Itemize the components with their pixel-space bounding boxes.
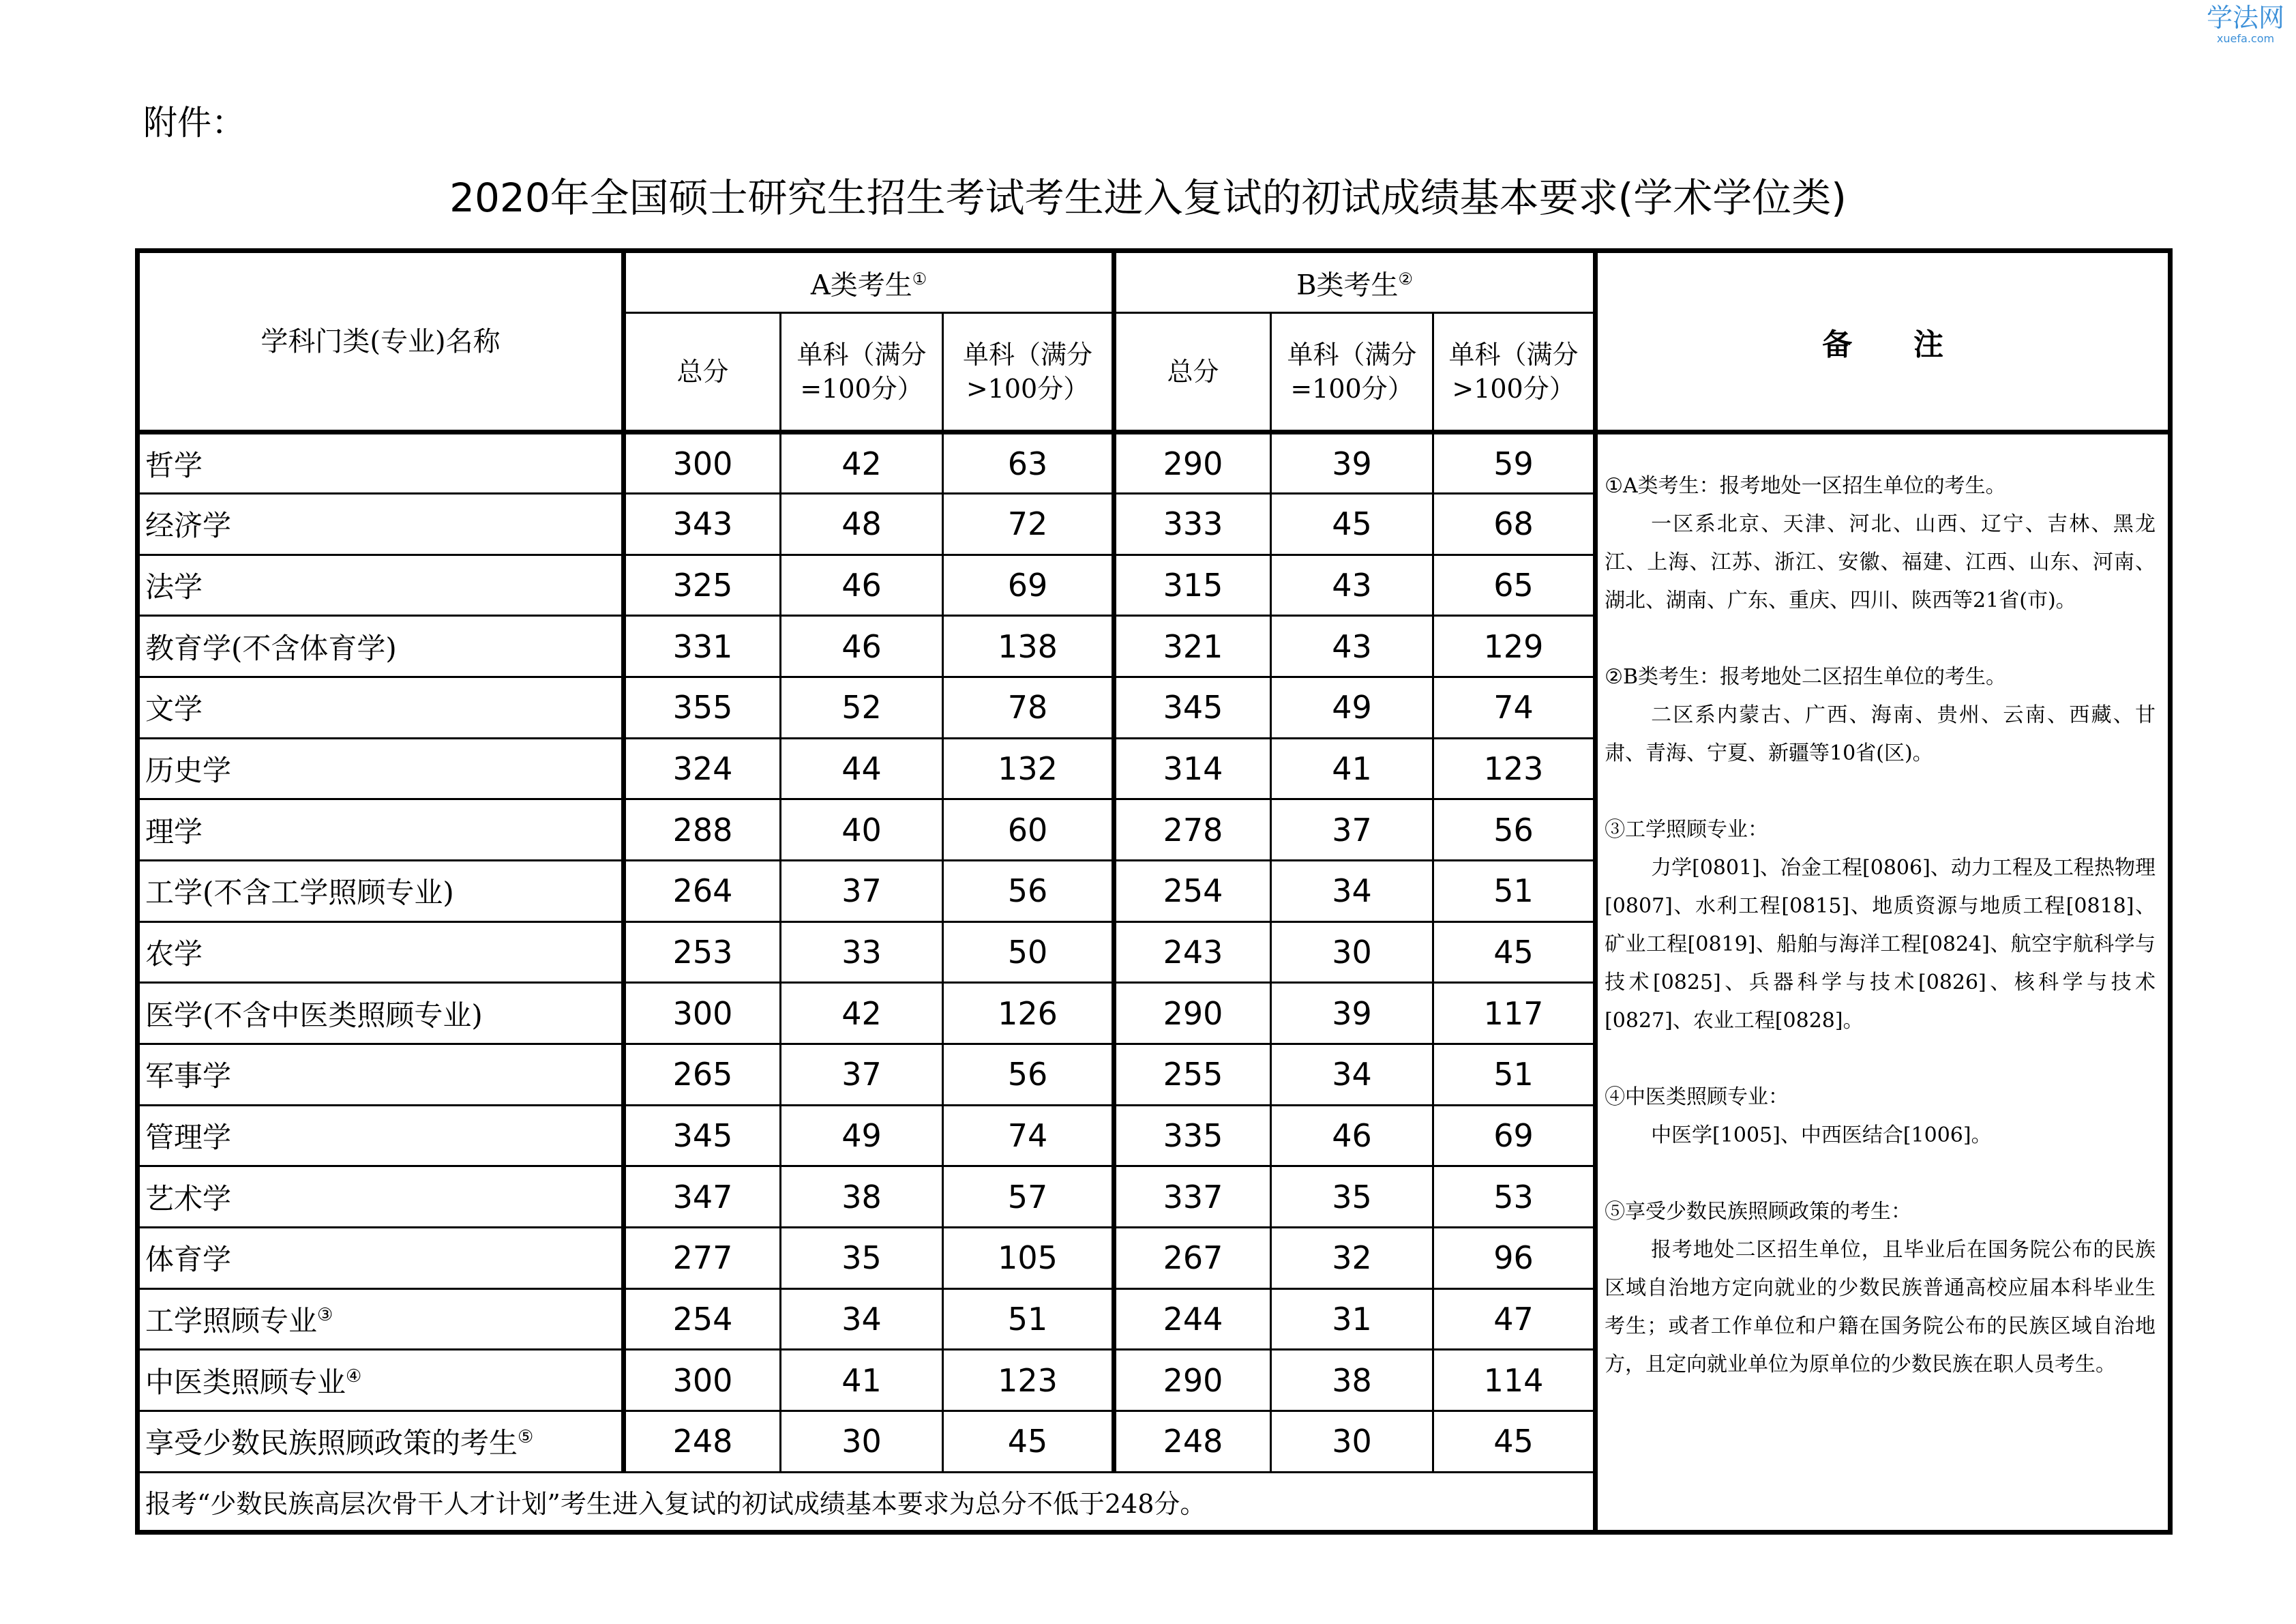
score-cell-b-total: 244 — [1114, 1288, 1271, 1350]
score-cell-a-single-100: 44 — [781, 738, 943, 799]
score-cell-a-single-100: 42 — [781, 983, 943, 1044]
score-cell-a-single-100: 33 — [781, 921, 943, 983]
subject-name: 体育学 — [145, 1243, 232, 1277]
subject-name: 理学 — [145, 814, 203, 848]
score-cell-b-single-gt100: 117 — [1433, 983, 1596, 1044]
score-cell-a-total: 300 — [624, 983, 781, 1044]
group-a-header — [624, 251, 1114, 313]
score-cell-a-single-100: 48 — [781, 493, 943, 555]
score-cell-a-single-100: 42 — [781, 432, 943, 494]
score-cell-b-single-gt100: 129 — [1433, 616, 1596, 677]
subject-name-cell — [138, 921, 624, 983]
score-cell-b-single-gt100: 59 — [1433, 432, 1596, 494]
subject-name-cell — [138, 1166, 624, 1228]
score-cell-b-total: 243 — [1114, 921, 1271, 983]
score-cell-b-total: 248 — [1114, 1411, 1271, 1473]
score-cell-a-single-gt100: 60 — [943, 799, 1114, 861]
score-requirements-table — [135, 248, 2173, 1535]
score-cell-a-total: 325 — [624, 555, 781, 616]
b-single-100-header — [1271, 313, 1433, 432]
score-cell-b-single-100: 43 — [1271, 616, 1433, 677]
watermark-text: 学法网 — [2206, 3, 2284, 33]
score-cell-a-single-gt100: 51 — [943, 1288, 1114, 1350]
subject-name: 经济学 — [145, 509, 232, 543]
score-cell-b-single-100: 34 — [1271, 1044, 1433, 1105]
group-b-header — [1114, 251, 1596, 313]
subject-name: 享受少数民族照顾政策的考生 — [145, 1426, 518, 1460]
a-single-100-line2: =100分） — [800, 374, 923, 404]
score-cell-a-single-100: 41 — [781, 1350, 943, 1411]
subject-name-cell — [138, 493, 624, 555]
subject-name-cell — [138, 677, 624, 738]
score-cell-b-total: 315 — [1114, 555, 1271, 616]
subject-name-cell — [138, 983, 624, 1044]
subject-name-cell — [138, 738, 624, 799]
b-single-gt100-line2: >100分） — [1452, 374, 1575, 404]
score-cell-a-single-gt100: 50 — [943, 921, 1114, 983]
subject-name: 军事学 — [145, 1059, 232, 1093]
score-cell-a-total: 288 — [624, 799, 781, 861]
score-cell-b-single-gt100: 53 — [1433, 1166, 1596, 1228]
note-block — [1605, 1078, 2156, 1155]
score-cell-b-single-100: 37 — [1271, 799, 1433, 861]
b-total-header — [1114, 313, 1271, 432]
score-cell-a-single-100: 52 — [781, 677, 943, 738]
score-cell-a-single-gt100: 45 — [943, 1411, 1114, 1473]
subject-header — [138, 251, 624, 432]
score-cell-b-single-gt100: 74 — [1433, 677, 1596, 738]
score-cell-a-single-100: 35 — [781, 1227, 943, 1288]
score-cell-a-single-100: 37 — [781, 860, 943, 921]
score-cell-b-total: 290 — [1114, 983, 1271, 1044]
b-single-gt100-header — [1433, 313, 1596, 432]
score-cell-b-single-gt100: 45 — [1433, 921, 1596, 983]
score-cell-b-single-100: 43 — [1271, 555, 1433, 616]
score-cell-a-total: 253 — [624, 921, 781, 983]
score-cell-b-total: 290 — [1114, 432, 1271, 494]
score-cell-a-single-gt100: 72 — [943, 493, 1114, 555]
score-cell-a-single-gt100: 126 — [943, 983, 1114, 1044]
header-row-groups — [138, 251, 2171, 313]
footnote-mark: ③ — [317, 1304, 333, 1325]
score-cell-a-total: 254 — [624, 1288, 781, 1350]
footnote-mark: ⑤ — [518, 1427, 534, 1448]
b-single-gt100-line1: 单科（满分 — [1448, 340, 1579, 370]
score-cell-b-single-100: 49 — [1271, 677, 1433, 738]
score-cell-a-total: 331 — [624, 616, 781, 677]
document-title: 2020年全国硕士研究生招生考试考生进入复试的初试成绩基本要求(学术学位类) — [449, 175, 1847, 221]
score-cell-a-single-100: 46 — [781, 555, 943, 616]
score-cell-b-single-gt100: 65 — [1433, 555, 1596, 616]
score-cell-a-total: 264 — [624, 860, 781, 921]
subject-name: 工学(不含工学照顾专业) — [145, 876, 454, 910]
score-cell-a-single-gt100: 78 — [943, 677, 1114, 738]
score-cell-a-single-100: 46 — [781, 616, 943, 677]
note-block — [1605, 1193, 2156, 1384]
remarks-header: 备注 — [1596, 251, 2171, 432]
note-heading: ②B类考生：报考地处二区招生单位的考生。 — [1605, 665, 2007, 690]
score-cell-b-single-100: 35 — [1271, 1166, 1433, 1228]
note-body: 力学[0801]、冶金工程[0806]、动力工程及工程热物理[0807]、水利工程[0815]、地质资源与地质工程[0818]、矿业工程[0819]、船舶与海洋工程[0824]、航空宇航科学与技术[0825]、兵器科学与技术[0826]、核科学与技术[0827]、农业工程[0828]。 — [1605, 856, 2156, 1033]
score-cell-b-total: 290 — [1114, 1350, 1271, 1411]
watermark-domain: xuefa.com — [2216, 32, 2275, 45]
score-cell-a-single-100: 38 — [781, 1166, 943, 1228]
subject-name-cell — [138, 1350, 624, 1411]
subject-name-cell — [138, 799, 624, 861]
attachment-label: 附件： — [143, 103, 245, 143]
a-single-gt100-header — [943, 313, 1114, 432]
score-cell-b-total: 267 — [1114, 1227, 1271, 1288]
score-cell-b-single-100: 39 — [1271, 983, 1433, 1044]
score-cell-b-single-100: 45 — [1271, 493, 1433, 555]
score-cell-a-total: 300 — [624, 1350, 781, 1411]
score-cell-b-single-100: 38 — [1271, 1350, 1433, 1411]
score-cell-b-single-100: 32 — [1271, 1227, 1433, 1288]
score-cell-b-total: 335 — [1114, 1105, 1271, 1166]
remarks-cell — [1596, 432, 2171, 1533]
score-cell-b-single-100: 34 — [1271, 860, 1433, 921]
score-cell-b-single-gt100: 96 — [1433, 1227, 1596, 1288]
score-cell-a-single-gt100: 69 — [943, 555, 1114, 616]
score-cell-b-total: 345 — [1114, 677, 1271, 738]
a-total-header — [624, 313, 781, 432]
score-cell-a-single-gt100: 56 — [943, 1044, 1114, 1105]
score-cell-b-total: 333 — [1114, 493, 1271, 555]
score-cell-b-single-100: 31 — [1271, 1288, 1433, 1350]
score-cell-b-total: 337 — [1114, 1166, 1271, 1228]
score-cell-b-total: 254 — [1114, 860, 1271, 921]
score-cell-b-single-100: 46 — [1271, 1105, 1433, 1166]
group-a-mark: ① — [912, 269, 927, 289]
watermark-logo — [2205, 3, 2286, 45]
score-cell-a-single-100: 34 — [781, 1288, 943, 1350]
score-cell-a-total: 345 — [624, 1105, 781, 1166]
subject-name: 历史学 — [145, 753, 232, 787]
score-cell-a-single-gt100: 105 — [943, 1227, 1114, 1288]
score-cell-a-single-100: 40 — [781, 799, 943, 861]
a-single-100-header — [781, 313, 943, 432]
subject-name-cell — [138, 1288, 624, 1350]
note-heading: ③工学照顾专业： — [1605, 818, 1769, 842]
subject-name: 工学照顾专业 — [145, 1303, 318, 1338]
subject-name-cell — [138, 555, 624, 616]
score-cell-a-total: 343 — [624, 493, 781, 555]
subject-name: 医学(不含中医类照顾专业) — [145, 998, 483, 1032]
subject-name-cell — [138, 432, 624, 494]
score-cell-b-single-100: 39 — [1271, 432, 1433, 494]
score-cell-b-total: 255 — [1114, 1044, 1271, 1105]
group-b-label: B类考生 — [1296, 269, 1399, 301]
score-cell-a-total: 324 — [624, 738, 781, 799]
subject-name: 文学 — [145, 692, 203, 726]
a-single-gt100-line1: 单科（满分 — [963, 340, 1093, 370]
footer-note: 报考“少数民族高层次骨干人才计划”考生进入复试的初试成绩基本要求为总分不低于248分。 — [138, 1472, 1596, 1532]
b-total-header-text: 总分 — [1167, 357, 1219, 387]
subject-name: 中医类照顾专业 — [145, 1365, 346, 1399]
subject-name: 艺术学 — [145, 1181, 232, 1215]
note-body: 二区系内蒙古、广西、海南、贵州、云南、西藏、甘肃、青海、宁夏、新疆等10省(区)。 — [1605, 703, 2156, 766]
note-block — [1605, 811, 2156, 1040]
subject-name: 管理学 — [145, 1120, 232, 1154]
score-cell-a-total: 265 — [624, 1044, 781, 1105]
score-cell-b-single-gt100: 51 — [1433, 860, 1596, 921]
note-block — [1605, 658, 2156, 773]
footnote-mark: ④ — [346, 1365, 362, 1387]
subject-name-cell — [138, 1411, 624, 1473]
b-single-100-line1: 单科（满分 — [1287, 340, 1417, 370]
score-cell-a-single-gt100: 132 — [943, 738, 1114, 799]
note-body: 一区系北京、天津、河北、山西、辽宁、吉林、黑龙江、上海、江苏、浙江、安徽、福建、江西、山东、河南、湖北、湖南、广东、重庆、四川、陕西等21省(市)。 — [1605, 512, 2156, 613]
table-row — [138, 432, 2171, 494]
score-cell-a-single-100: 49 — [781, 1105, 943, 1166]
score-cell-a-total: 300 — [624, 432, 781, 494]
score-cell-b-single-gt100: 45 — [1433, 1411, 1596, 1473]
score-cell-b-single-gt100: 68 — [1433, 493, 1596, 555]
score-cell-a-total: 355 — [624, 677, 781, 738]
group-a-label: A类考生 — [810, 269, 912, 301]
subject-name: 法学 — [145, 570, 203, 604]
subject-name: 哲学 — [145, 448, 203, 482]
score-cell-a-single-100: 30 — [781, 1411, 943, 1473]
note-heading: ①A类考生：报考地处一区招生单位的考生。 — [1605, 474, 2006, 499]
score-cell-b-single-gt100: 56 — [1433, 799, 1596, 861]
score-cell-b-total: 321 — [1114, 616, 1271, 677]
score-cell-a-single-gt100: 74 — [943, 1105, 1114, 1166]
note-body: 报考地处二区招生单位，且毕业后在国务院公布的民族区域自治地方定向就业的少数民族普通高校应届本科毕业生考生；或者工作单位和户籍在国务院公布的民族区域自治地方，且定向就业单位为原单位的少数民族在职人员考生。 — [1605, 1238, 2156, 1377]
score-cell-a-single-100: 37 — [781, 1044, 943, 1105]
score-cell-b-single-100: 30 — [1271, 1411, 1433, 1473]
score-cell-b-single-gt100: 47 — [1433, 1288, 1596, 1350]
note-heading: ⑤享受少数民族照顾政策的考生： — [1605, 1200, 1912, 1224]
score-cell-b-single-gt100: 69 — [1433, 1105, 1596, 1166]
score-cell-a-total: 277 — [624, 1227, 781, 1288]
score-cell-b-total: 314 — [1114, 738, 1271, 799]
score-cell-a-single-gt100: 57 — [943, 1166, 1114, 1228]
note-body: 中医学[1005]、中西医结合[1006]。 — [1651, 1123, 1992, 1148]
b-single-100-line2: =100分） — [1290, 374, 1414, 404]
subject-name: 农学 — [145, 936, 203, 971]
subject-header-text: 学科门类(专业)名称 — [260, 325, 501, 357]
score-cell-b-single-gt100: 114 — [1433, 1350, 1596, 1411]
group-b-mark: ② — [1398, 269, 1413, 289]
a-total-header-text: 总分 — [676, 357, 729, 387]
a-single-gt100-line2: >100分） — [966, 374, 1090, 404]
note-block — [1605, 467, 2156, 620]
score-cell-b-single-gt100: 51 — [1433, 1044, 1596, 1105]
subject-name-cell — [138, 860, 624, 921]
a-single-100-line1: 单科（满分 — [796, 340, 927, 370]
subject-name-cell — [138, 1227, 624, 1288]
score-cell-b-total: 278 — [1114, 799, 1271, 861]
score-cell-a-single-gt100: 123 — [943, 1350, 1114, 1411]
score-cell-b-single-100: 30 — [1271, 921, 1433, 983]
score-cell-a-total: 248 — [624, 1411, 781, 1473]
score-cell-a-total: 347 — [624, 1166, 781, 1228]
subject-name-cell — [138, 1044, 624, 1105]
score-cell-a-single-gt100: 56 — [943, 860, 1114, 921]
score-cell-b-single-100: 41 — [1271, 738, 1433, 799]
score-cell-b-single-gt100: 123 — [1433, 738, 1596, 799]
note-heading: ④中医类照顾专业： — [1605, 1085, 1789, 1110]
score-cell-a-single-gt100: 138 — [943, 616, 1114, 677]
score-cell-a-single-gt100: 63 — [943, 432, 1114, 494]
subject-name-cell — [138, 1105, 624, 1166]
subject-name-cell — [138, 616, 624, 677]
subject-name: 教育学(不含体育学) — [145, 631, 397, 665]
